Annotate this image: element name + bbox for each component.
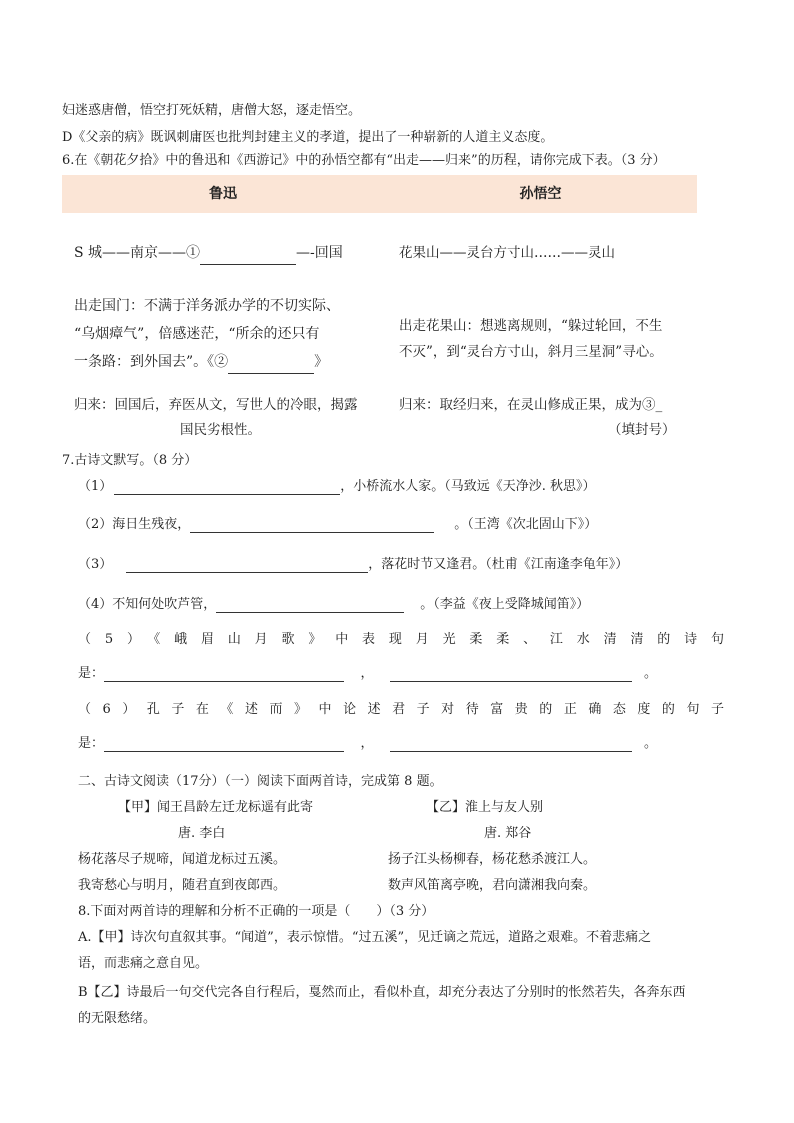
question-7: 7.古诗文默写。（8 分） — [62, 453, 198, 468]
answer-blank-3[interactable] — [114, 481, 340, 495]
question-8: 8.下面对两首诗的理解和分析不正确的一项是（ ）（3 分） — [78, 904, 435, 919]
period: 。 — [644, 736, 658, 751]
recite-item-1-text: ，小桥流水人家。（马致远《天净沙. 秋思》） — [340, 479, 596, 494]
recite-item-5-answer — [78, 666, 657, 682]
luxun-leave-2: “乌烟瘴气”，倍感迷茫，“所余的还只有 — [74, 326, 320, 342]
comma: ， — [360, 666, 374, 681]
recite-item-6: （6）孔子在《述而》中论述君子对待富贵的正确态度的句子 — [78, 702, 724, 717]
recite-item-2-prefix: （2）海日生残夜， — [78, 517, 191, 532]
section-2-title: 二、古诗文阅读（17分）（一）阅读下面两首诗，完成第 8 题。 — [78, 774, 443, 789]
question-6: 6.在《朝花夕拾》中的鲁迅和《西游记》中的孙悟空都有“出走——归来”的历程，请你完成下表。（3 分） — [62, 153, 666, 168]
recite-item-4-text: 。（李益《夜上受降城闻笛》） — [420, 597, 590, 612]
answer-blank-5[interactable] — [126, 559, 368, 573]
luxun-leave-3 — [74, 350, 328, 374]
option-a-line-2: 语，而悲痛之意自见。 — [78, 956, 209, 971]
recite-item-3-text: ，落花时节又逢君。（杜甫《江南逢李龟年》） — [368, 557, 629, 572]
comma: ， — [360, 736, 374, 751]
wukong-leave-2: 不灭”，到“灵台方寸山，斜月三星洞”寻心。 — [399, 344, 663, 360]
answer-blank-7[interactable] — [104, 668, 344, 682]
period: 。 — [644, 666, 658, 681]
wukong-leave-1: 出走花果山：想逃离规则，“躲过轮回，不生 — [399, 318, 663, 334]
header-luxun: 鲁迅 — [209, 186, 237, 202]
poem-yi-line-1: 扬子江头杨柳春，杨花愁杀渡江人。 — [388, 852, 597, 867]
luxun-route-end: —-回国 — [296, 245, 343, 261]
poem-yi-author: 唐. 郑谷 — [484, 826, 532, 841]
recite-item-4-prefix: （4）不知何处吹芦管， — [78, 597, 217, 612]
luxun-route-start: S 城——南京——① — [74, 245, 201, 261]
poem-yi-title: 【乙】淮上与友人别 — [426, 800, 544, 815]
luxun-leave-3-text: 一条路：到外国去”。《② — [74, 354, 229, 370]
option-b-line-1: B【乙】诗最后一句交代完各自行程后，戛然而止，看似朴直，却充分表达了分别时的怅然若失，各奔东西 — [78, 985, 686, 1000]
answer-blank-10[interactable] — [390, 738, 632, 752]
poem-jia-line-2: 我寄愁心与明月，随君直到夜郎西。 — [78, 878, 287, 893]
recite-item-3 — [78, 557, 628, 573]
table-header — [62, 175, 697, 213]
recite-item-1-prefix: （1） — [78, 479, 113, 494]
luxun-return-1: 归来：回国后，弃医从文，写世人的冷眼，揭露 — [74, 397, 358, 413]
poem-yi-line-2: 数声风笛离亭晚，君向潇湘我向秦。 — [388, 878, 597, 893]
luxun-leave-3-end: 》 — [314, 354, 329, 370]
answer-blank-9[interactable] — [104, 738, 344, 752]
recite-item-2 — [78, 517, 597, 533]
answer-blank-4[interactable] — [190, 519, 434, 533]
poem-jia-line-1: 杨花落尽子规啼，闻道龙标过五溪。 — [78, 852, 287, 867]
recite-item-6-answer — [78, 736, 657, 752]
luxun-route — [74, 241, 343, 265]
answer-label: 是： — [78, 666, 105, 681]
recite-item-3-prefix: （3） — [78, 557, 113, 572]
option-a-line-1: A.【甲】诗次句直叙其事。“闻道”，表示惊惜。“过五溪”，见迁谪之荒远，道路之艰难。不着悲痛之 — [78, 930, 652, 945]
poem-jia-title: 【甲】闻王昌龄左迁龙标遥有此寄 — [118, 800, 314, 815]
recite-item-1 — [78, 479, 596, 495]
answer-blank-2[interactable] — [228, 360, 314, 374]
answer-blank-6[interactable] — [216, 599, 404, 613]
wukong-return-2: （填封号） — [608, 422, 676, 438]
option-d: D《父亲的病》既讽刺庸医也批判封建主义的孝道，提出了一种崭新的人道主义态度。 — [62, 130, 554, 145]
recite-item-2-text: 。（王湾《次北固山下》） — [454, 517, 598, 532]
poem-jia-author: 唐. 李白 — [178, 826, 226, 841]
header-wukong: 孙悟空 — [519, 186, 562, 202]
recite-item-5: （5）《峨眉山月歌》中表现月光柔柔、江水清清的诗句 — [78, 632, 724, 647]
text-line: 妇迷惑唐僧，悟空打死妖精，唐僧大怒，逐走悟空。 — [62, 103, 362, 118]
recite-item-4 — [78, 597, 589, 613]
wukong-return-1: 归来：取经归来，在灵山修成正果，成为③_ — [399, 397, 663, 413]
wukong-route: 花果山——灵台方寸山……——灵山 — [399, 245, 615, 261]
luxun-leave-1: 出走国门：不满于洋务派办学的不切实际、 — [74, 298, 340, 314]
answer-blank-1[interactable] — [200, 251, 296, 265]
option-b-line-2: 的无限愁绪。 — [78, 1011, 157, 1026]
answer-blank-8[interactable] — [390, 668, 632, 682]
luxun-return-2: 国民劣根性。 — [180, 422, 261, 438]
answer-label: 是： — [78, 736, 105, 751]
